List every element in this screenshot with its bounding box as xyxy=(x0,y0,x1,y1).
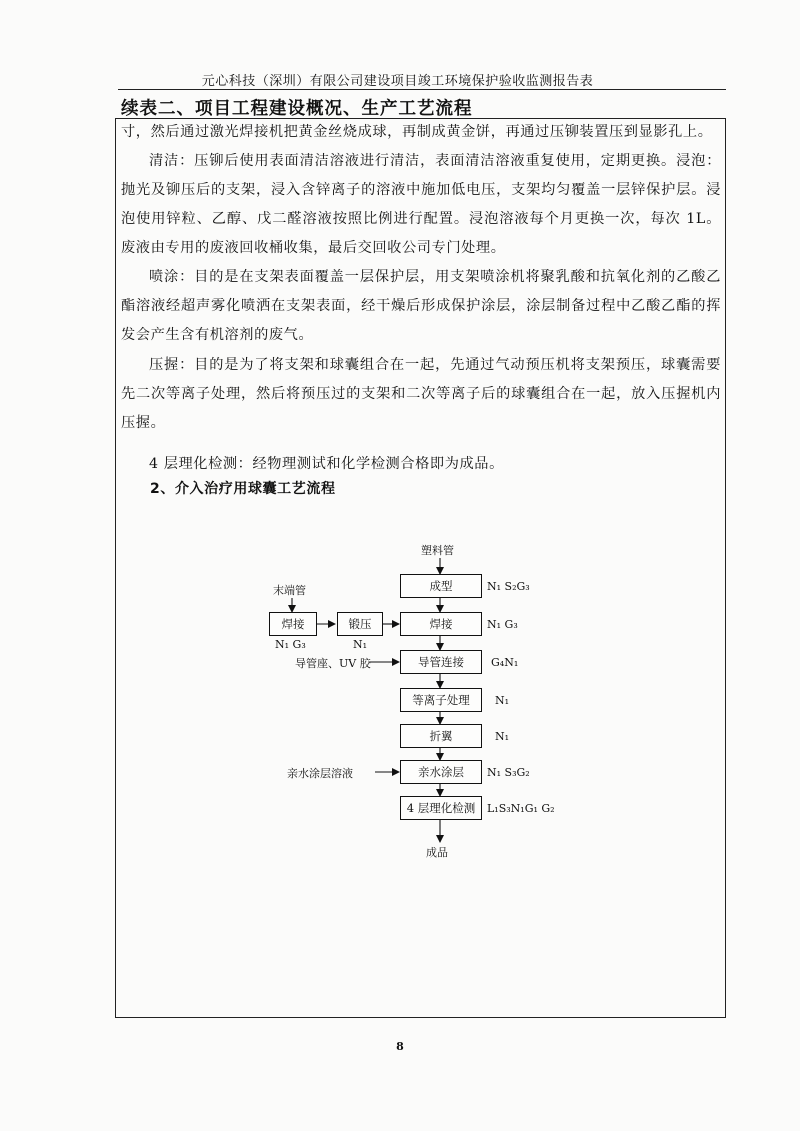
emission-weld-left: N₁ G₃ xyxy=(275,638,306,651)
step-folding: 折翼 xyxy=(400,724,482,748)
step-plasma: 等离子处理 xyxy=(400,688,482,712)
emission-folding: N₁ xyxy=(495,730,510,743)
step-weld-main: 焊接 xyxy=(400,612,482,636)
input-catheter-hub-uv: 导管座、UV 胶 xyxy=(295,657,371,670)
paragraph-testing: 4 层理化检测：经物理测试和化学检测合格即为成品。 xyxy=(149,456,504,472)
step-catheter-connect: 导管连接 xyxy=(400,650,482,674)
step-forging: 锻压 xyxy=(337,612,383,636)
report-header: 元心科技（深圳）有限公司建设项目竣工环境保护验收监测报告表 xyxy=(201,74,594,89)
balloon-process-flowchart xyxy=(255,540,585,860)
section-title: 续表二、项目工程建设概况、生产工艺流程 xyxy=(121,99,473,119)
output-finished-product: 成品 xyxy=(426,846,448,859)
emission-4-layer-testing: L₁S₃N₁G₁ G₂ xyxy=(487,802,555,815)
header-divider xyxy=(118,89,726,90)
paragraph-cleaning: 清洁：压铆后使用表面清洁溶液进行清洁，表面清洁溶液重复使用，定期更换。浸泡：抛光及铆压后的支架，浸入含锌离子的溶液中施加低电压，支架均匀覆盖一层锌保护层。浸泡使用锌粒、乙醇、戊二醛溶液按照比例进行配置。浸泡溶液每个月更换一次，每次 1L。废液由专用的废液回收桶收集，最后交回收公司专门处理。 xyxy=(121,153,721,256)
input-plastic-tube: 塑料管 xyxy=(421,544,454,557)
emission-catheter-connect: G₄N₁ xyxy=(491,656,519,669)
emission-forging: N₁ xyxy=(353,638,368,651)
emission-forming: N₁ S₂G₃ xyxy=(487,580,530,593)
step-hydrophilic-coating: 亲水涂层 xyxy=(400,760,482,784)
emission-weld-main: N₁ G₃ xyxy=(487,618,518,631)
process-subheading: 2、介入治疗用球囊工艺流程 xyxy=(150,481,336,497)
paragraph-spraying: 喷涂：目的是在支架表面覆盖一层保护层，用支架喷涂机将聚乳酸和抗氧化剂的乙酸乙酯溶液经超声雾化喷洒在支架表面，经干燥后形成保护涂层，涂层制备过程中乙酸乙酯的挥发会产生含有机溶剂的废气。 xyxy=(121,269,721,343)
emission-hydrophilic-coating: N₁ S₃G₂ xyxy=(487,766,530,779)
input-end-tube: 末端管 xyxy=(273,584,306,597)
paragraph-crimping: 压握：目的是为了将支架和球囊组合在一起，先通过气动预压机将支架预压，球囊需要先二次等离子处理，然后将预压过的支架和二次等离子后的球囊组合在一起，放入压握机内压握。 xyxy=(121,357,721,431)
paragraph-intro: 寸，然后通过激光焊接机把黄金丝烧成球，再制成黄金饼，再通过压铆装置压到显影孔上。 xyxy=(121,124,713,140)
page-number: 8 xyxy=(396,1040,404,1053)
step-forming: 成型 xyxy=(400,574,482,598)
emission-plasma: N₁ xyxy=(495,694,510,707)
input-hydrophilic-solution: 亲水涂层溶液 xyxy=(287,767,353,780)
step-weld-left: 焊接 xyxy=(269,612,317,636)
step-4-layer-testing: 4 层理化检测 xyxy=(400,796,482,820)
